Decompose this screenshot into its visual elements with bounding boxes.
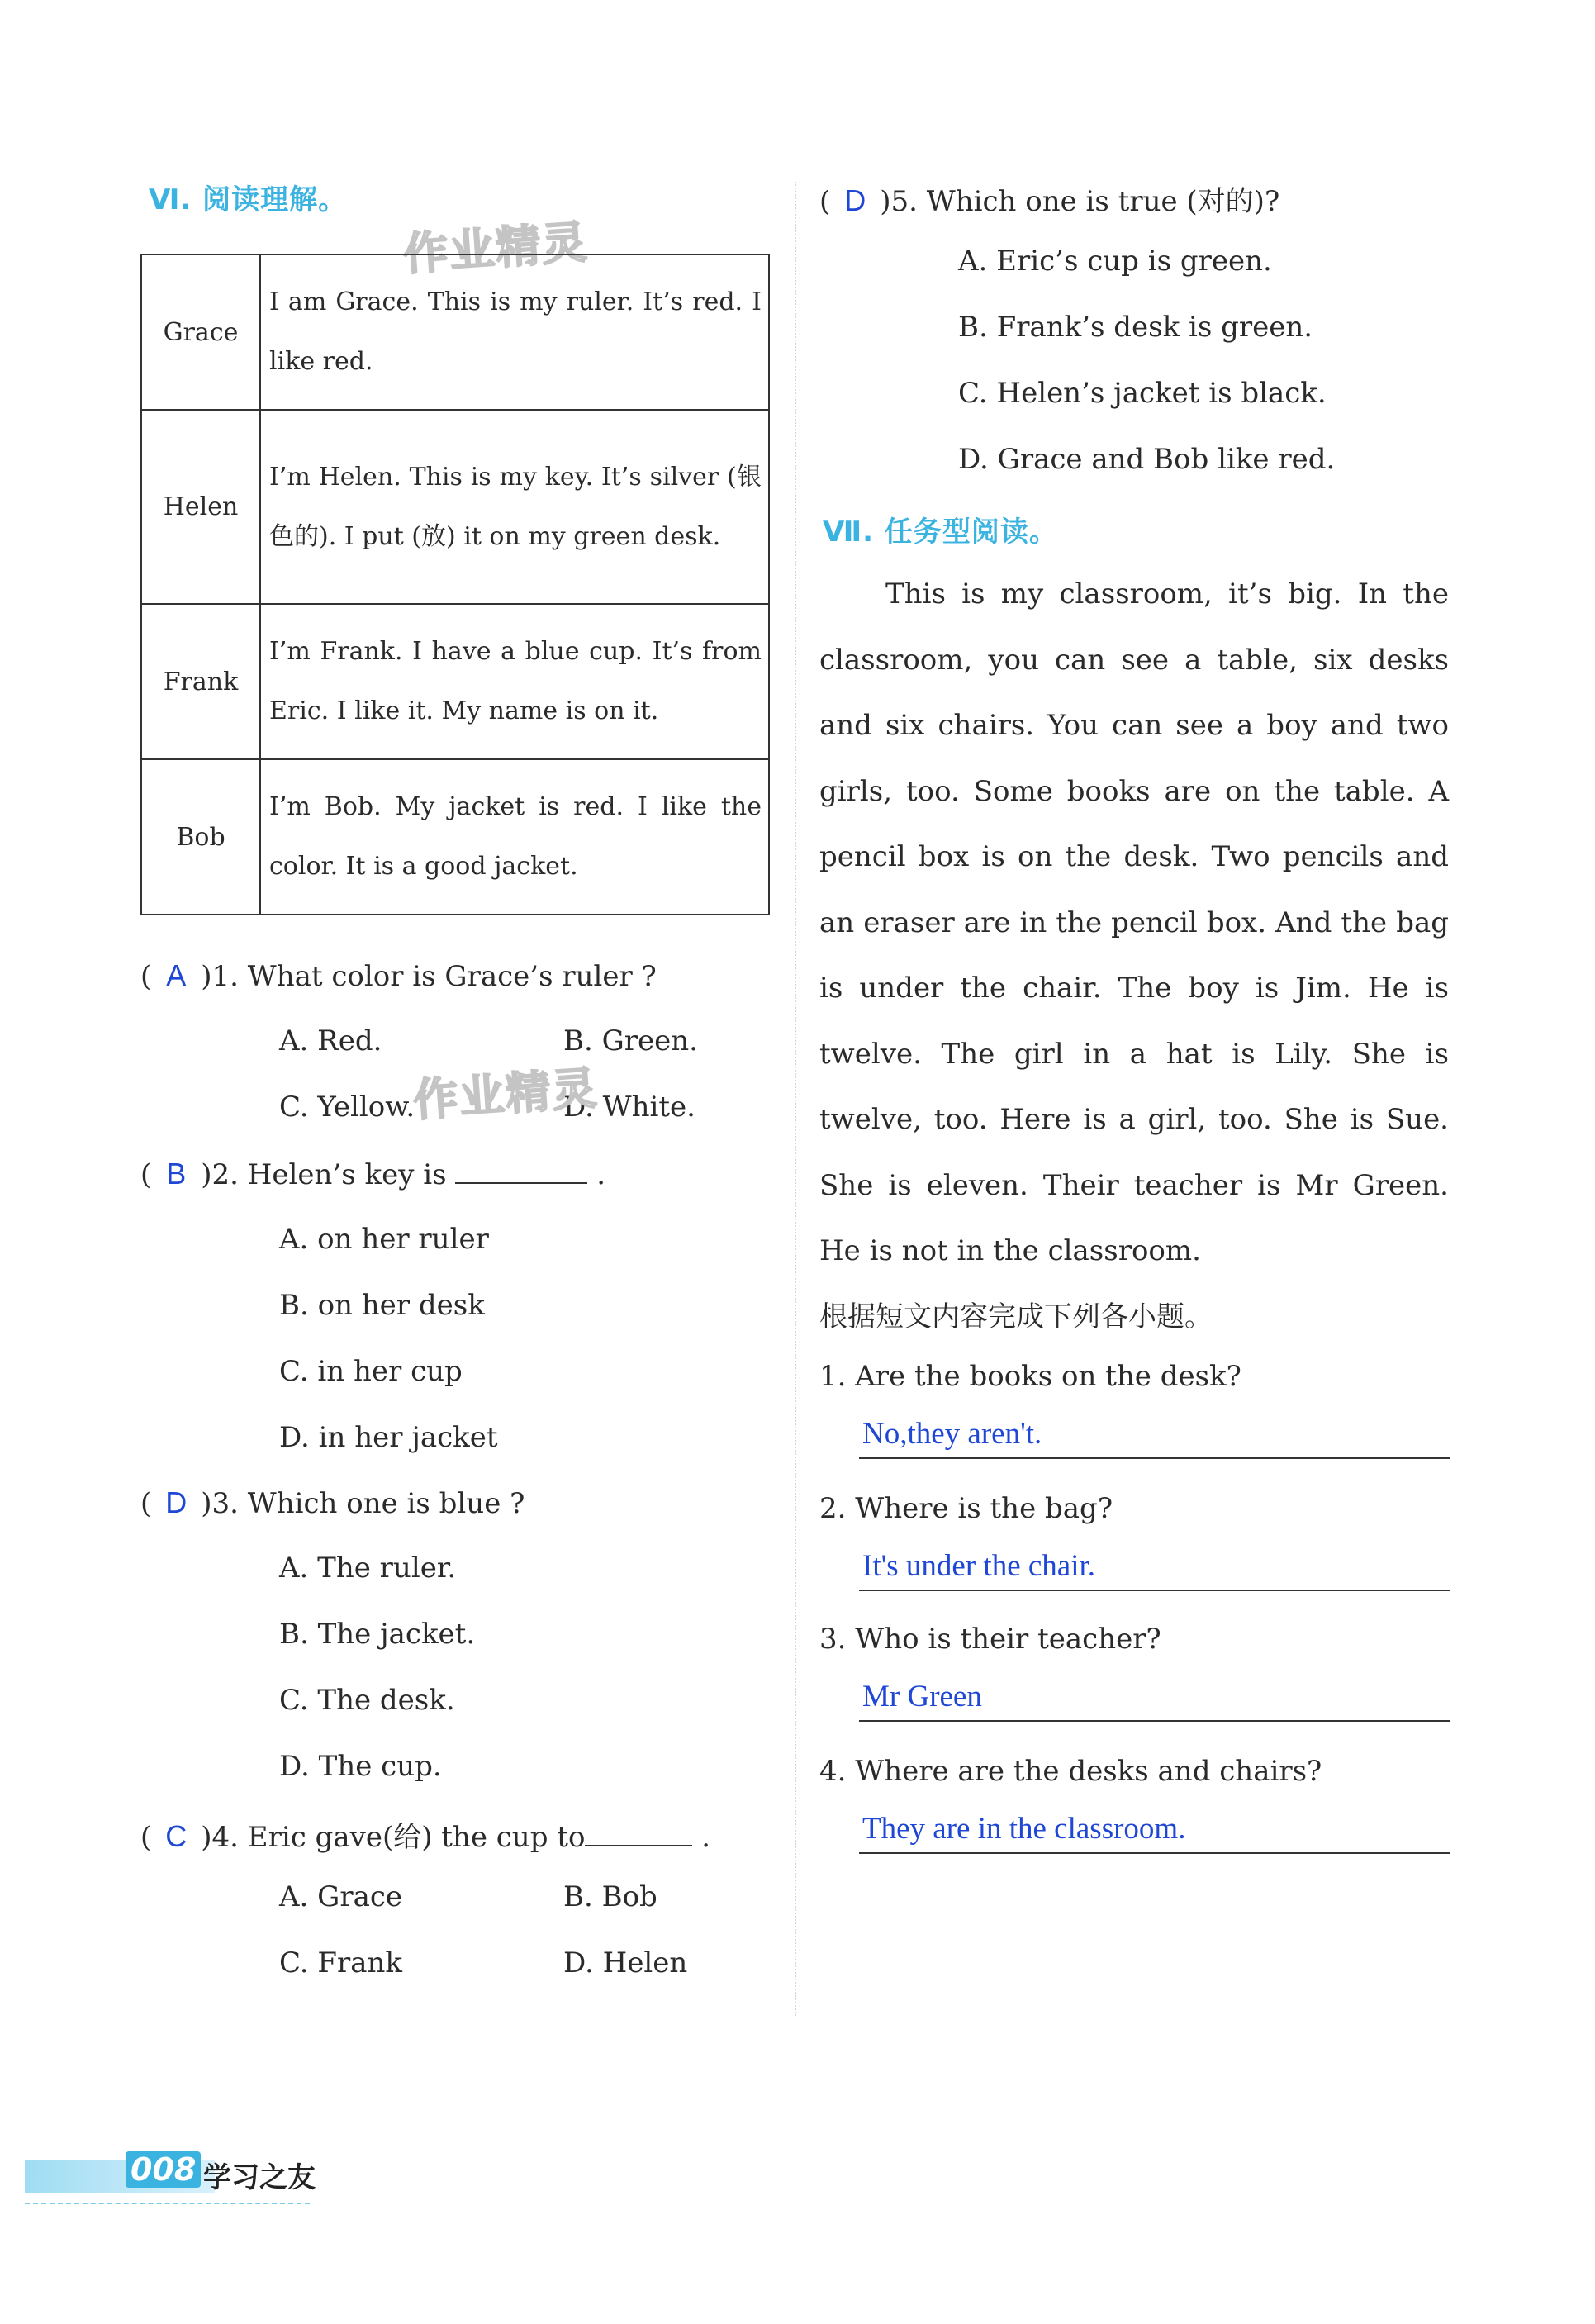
option: A. on her ruler — [279, 1223, 489, 1256]
option: D. The cup. — [279, 1750, 442, 1783]
question-5: ( D )5. Which one is true (对的)? — [819, 183, 1280, 218]
option: A. Eric’s cup is green. — [958, 245, 1272, 278]
answer-mark: B — [166, 1157, 187, 1191]
person-text: I’m Bob. My jacket is red. I like the color. It is a good jacket. — [260, 759, 769, 915]
task-question: 3. Who is their teacher? — [819, 1623, 1161, 1656]
person-name: Helen — [141, 410, 260, 604]
option: C. Frank — [279, 1946, 403, 1979]
option: B. Green. — [563, 1024, 698, 1057]
option: C. in her cup — [279, 1355, 463, 1388]
person-text: I’m Helen. This is my key. It’s silver (银色的). I put (放) it on my green desk. — [260, 410, 769, 604]
question-4: ( C )4. Eric gave(给) the cup to . — [140, 1819, 711, 1854]
task-answer: It's under the chair. — [859, 1547, 1450, 1591]
answer-mark: C — [165, 1819, 188, 1853]
question-stem: )2. Helen’s key is — [201, 1158, 447, 1191]
option: B. The jacket. — [279, 1618, 476, 1651]
reading-table — [140, 254, 770, 915]
answer-mark: A — [166, 958, 187, 992]
question-1: ( A )1. What color is Grace’s ruler ? — [140, 958, 657, 993]
option: C. Yellow. — [279, 1091, 415, 1124]
table-row — [141, 759, 769, 915]
option: B. Bob — [563, 1880, 657, 1913]
table-row — [141, 254, 769, 410]
option: D. in her jacket — [279, 1421, 498, 1454]
option: C. Helen’s jacket is black. — [958, 377, 1327, 410]
question-2: ( B )2. Helen’s key is . — [140, 1157, 606, 1191]
watermark: 作业精灵 — [401, 216, 591, 281]
instruction: 根据短文内容完成下列各小题。 — [819, 1300, 1213, 1333]
task-question: 1. Are the books on the desk? — [819, 1360, 1241, 1393]
table-row — [141, 410, 769, 604]
watermark: 作业精灵 — [411, 1062, 600, 1127]
option: D. Grace and Bob like red. — [958, 443, 1336, 476]
passage: This is my classroom, it’s big. In the classroom, you can see a table, six desks and six chairs. You can see a boy and two girls, too. Some books are on the table. A pencil box is on the desk. Two pencils and an eraser are in the pencil box. And the bag is under the chair. The boy is Jim. He is twelve. The girl in a hat is Lily. She is twelve, too. Here is a girl, too. She is Sue. She is eleven. Their teacher is Mr Green. He is not in the classroom. — [819, 577, 1449, 1267]
task-answer: No,they aren't. — [859, 1414, 1450, 1459]
answer-blank — [585, 1820, 692, 1846]
person-text: I’m Frank. I have a blue cup. It’s from Eric. I like it. My name is on it. — [260, 604, 769, 759]
answer-mark: D — [165, 1485, 188, 1519]
table-row — [141, 604, 769, 759]
task-answer: Mr Green — [859, 1677, 1450, 1722]
task-question: 4. Where are the desks and chairs? — [819, 1755, 1322, 1788]
question-3: ( D )3. Which one is blue ? — [140, 1485, 525, 1520]
question-stem: )4. Eric gave(给) the cup to — [201, 1821, 586, 1854]
option: B. Frank’s desk is green. — [958, 311, 1313, 344]
question-stem: )1. What color is Grace’s ruler ? — [201, 960, 657, 993]
section6-title: Ⅵ. 阅读理解。 — [149, 183, 348, 216]
column-divider — [795, 182, 796, 2016]
question-stem: )5. Which one is true (对的)? — [880, 185, 1280, 218]
option: A. Grace — [279, 1880, 403, 1913]
person-name: Grace — [141, 254, 260, 410]
option: D. White. — [563, 1091, 695, 1124]
answer-mark: D — [844, 183, 866, 217]
page-number: 008 — [126, 2151, 201, 2188]
option: D. Helen — [563, 1946, 688, 1979]
option: A. The ruler. — [279, 1552, 457, 1585]
section7-title: Ⅶ. 任务型阅读。 — [823, 516, 1058, 549]
task-question: 2. Where is the bag? — [819, 1492, 1113, 1525]
person-name: Frank — [141, 604, 260, 759]
person-name: Bob — [141, 759, 260, 915]
answer-blank — [455, 1157, 587, 1184]
person-text: I am Grace. This is my ruler. It’s red. I like red. — [260, 254, 769, 410]
option: C. The desk. — [279, 1684, 455, 1717]
footer-line — [25, 2203, 310, 2204]
brand-name: 学习之友 — [203, 2161, 316, 2194]
option: A. Red. — [279, 1024, 382, 1057]
question-stem: )3. Which one is blue ? — [201, 1487, 525, 1520]
task-answer: They are in the classroom. — [859, 1809, 1450, 1854]
option: B. on her desk — [279, 1289, 485, 1322]
